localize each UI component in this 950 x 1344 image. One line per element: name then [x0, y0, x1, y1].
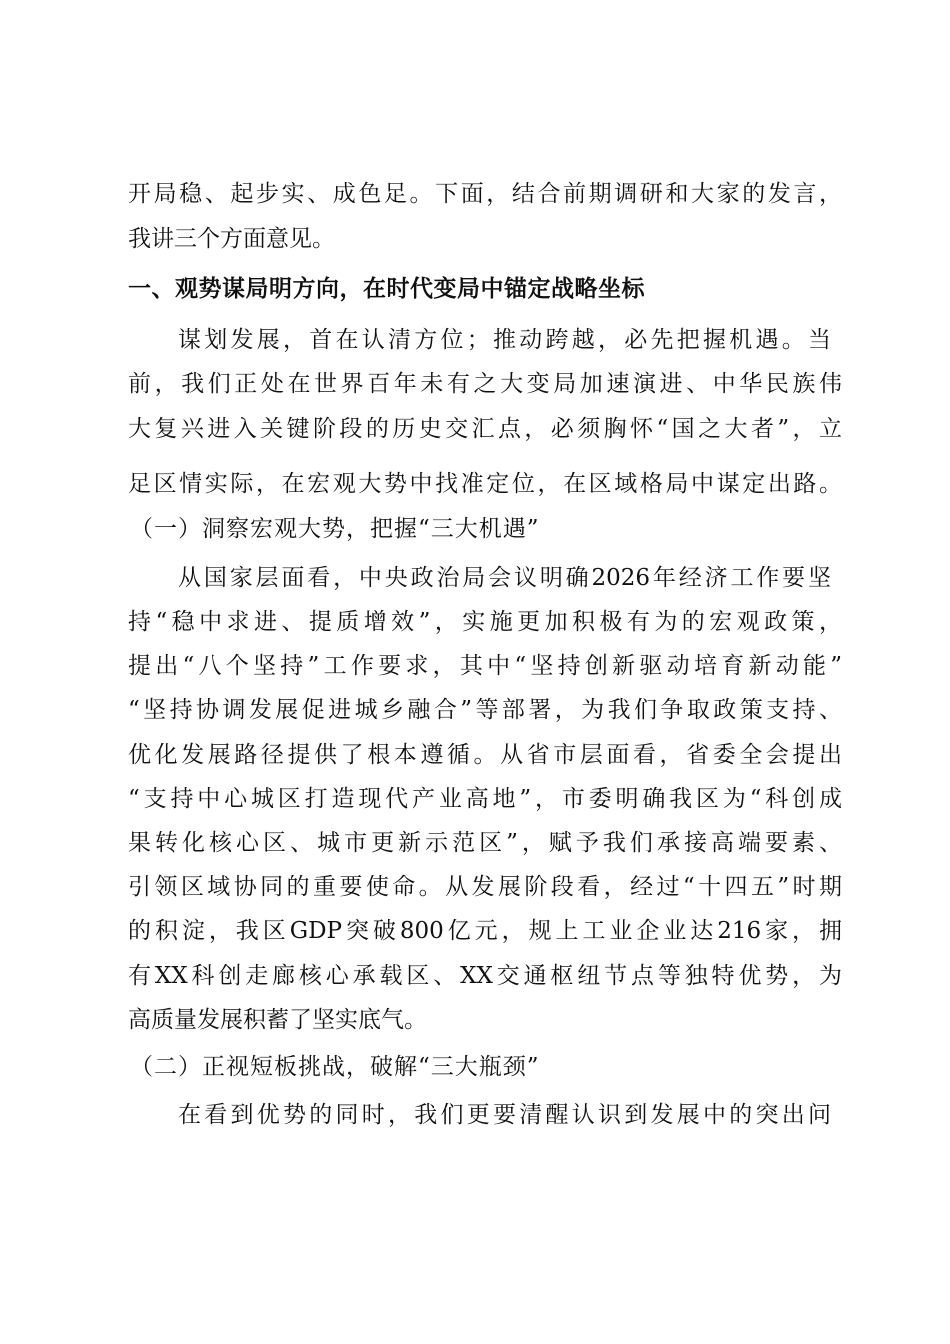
paragraph-line: “支持中心城区打造现代产业高地”，市委明确我区为“科创成: [128, 786, 842, 812]
paragraph-line: “坚持协调发展促进城乡融合”等部署，为我们争取政策支持、: [128, 697, 842, 723]
paragraph-line: 优化发展路径提供了根本遵循。从省市层面看，省委全会提出: [128, 742, 842, 768]
paragraph-line: 持“稳中求进、提质增效”，实施更加积极有为的宏观政策，: [128, 609, 842, 635]
paragraph-line: 有XX科创走廊核心承载区、XX交通枢纽节点等独特优势，为: [128, 963, 842, 989]
paragraph-line: 的积淀，我区GDP突破800亿元，规上工业企业达216家，拥: [128, 918, 842, 944]
paragraph-line: 提出“八个坚持”工作要求，其中“坚持创新驱动培育新动能”: [128, 653, 842, 679]
paragraph-line: 从国家层面看，中央政治局会议明确2026年经济工作要坚: [178, 565, 831, 591]
subsection-heading: （二）正视短板挑战，破解“三大瓶颈”: [130, 1054, 540, 1080]
paragraph-line: 引领区域协同的重要使命。从发展阶段看，经过“十四五”时期: [128, 874, 842, 900]
paragraph-line: 在看到优势的同时，我们更要清醒认识到发展中的突出问: [178, 1102, 831, 1128]
paragraph-line: 开局稳、起步实、成色足。下面，结合前期调研和大家的发言，: [128, 181, 842, 207]
paragraph-line: 足区情实际，在宏观大势中找准定位，在区域格局中谋定出路。: [128, 471, 842, 497]
paragraph-line: 高质量发展积蓄了坚实底气。: [128, 1007, 427, 1033]
paragraph-line: 前，我们正处在世界百年未有之大变局加速演进、中华民族伟: [128, 371, 842, 397]
section-heading: 一、观势谋局明方向，在时代变局中锚定战略坐标: [128, 276, 645, 302]
subsection-heading: （一）洞察宏观大势，把握“三大机遇”: [130, 516, 540, 542]
paragraph-line: 我讲三个方面意见。: [128, 226, 335, 252]
paragraph-line: 果转化核心区、城市更新示范区”，赋予我们承接高端要素、: [128, 830, 842, 856]
paragraph-line: 大复兴进入关键阶段的历史交汇点，必须胸怀“国之大者”，立: [128, 416, 842, 442]
paragraph-line: 谋划发展，首在认清方位；推动跨越，必先把握机遇。当: [178, 327, 831, 353]
